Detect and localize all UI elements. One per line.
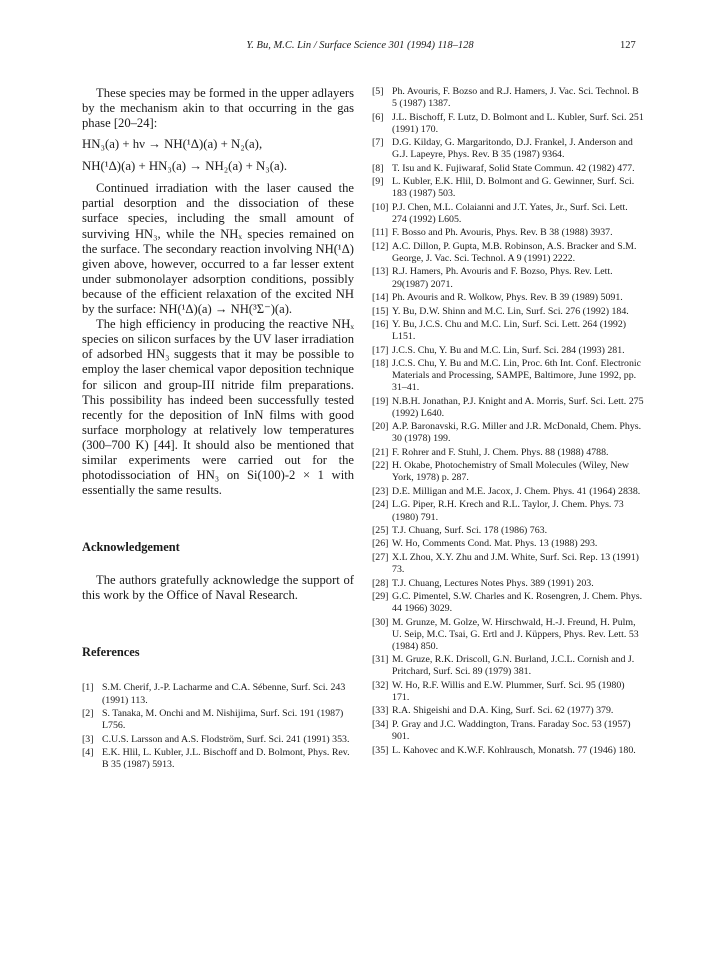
reference-entry xyxy=(372,538,644,550)
reference-number: [9] xyxy=(372,176,384,188)
reference-entry xyxy=(372,525,644,537)
reference-text: M. Gruze, R.K. Driscoll, G.N. Burland, J.C.L. Cornish and J. Pritchard, Surf. Sci. 89 (1979) 381. xyxy=(392,654,635,678)
reference-entry xyxy=(372,202,644,226)
acknowledgement-text: The authors gratefully acknowledge the support of this work by the Office of Naval Research. xyxy=(82,573,354,603)
reference-text: W. Ho, R.F. Willis and E.W. Plummer, Surf. Sci. 95 (1980) 171. xyxy=(392,679,625,703)
reference-text: F. Rohrer and F. Stuhl, J. Chem. Phys. 88 (1988) 4788. xyxy=(392,446,609,458)
reference-entry xyxy=(372,578,644,590)
reference-number: [23] xyxy=(372,485,389,497)
reference-number: [8] xyxy=(372,162,384,174)
reference-entry xyxy=(82,682,354,706)
reference-text: N.B.H. Jonathan, P.J. Knight and A. Morris, Surf. Sci. Lett. 275 (1992) L640. xyxy=(392,395,644,419)
equation-1: HN₃(a) + hν → NH(¹Δ)(a) + N₂(a), xyxy=(82,137,263,152)
right-column xyxy=(372,86,644,758)
reference-number: [13] xyxy=(372,266,389,278)
journal-citation: Y. Bu, M.C. Lin / Surface Science 301 (1994) 118–128 xyxy=(246,40,474,51)
reference-text: L.G. Piper, R.H. Krech and R.L. Taylor, J. Chem. Phys. 73 (1980) 791. xyxy=(392,499,624,523)
reference-text: H. Okabe, Photochemistry of Small Molecules (Wiley, New York, 1978) p. 287. xyxy=(392,460,630,484)
reference-text: Y. Bu, J.C.S. Chu and M.C. Lin, Surf. Sci. Lett. 264 (1992) L151. xyxy=(392,318,627,343)
reference-number: [24] xyxy=(372,499,389,511)
reference-entry xyxy=(372,719,644,743)
reference-text: S. Tanaka, M. Onchi and M. Nishijima, Surf. Sci. 191 (1987) L756. xyxy=(102,708,344,732)
reference-entry xyxy=(82,708,354,732)
acknowledgement-heading: Acknowledgement xyxy=(82,540,180,555)
reference-number: [10] xyxy=(372,201,389,213)
reference-text: S.M. Cherif, J.-P. Lacharme and C.A. Sébenne, Surf. Sci. 243 (1991) 113. xyxy=(102,682,346,706)
reference-text: A.C. Dillon, P. Gupta, M.B. Robinson, A.S. Bracker and S.M. George, J. Vac. Sci. Technol. A 9 (1991) 2222. xyxy=(392,240,637,264)
reference-text: G.C. Pimentel, S.W. Charles and K. Rosengren, J. Chem. Phys. 44 1966) 3029. xyxy=(392,591,643,615)
reference-number: [17] xyxy=(372,344,389,356)
running-header xyxy=(0,40,720,56)
reference-text: F. Bosso and Ph. Avouris, Phys. Rev. B 38 (1988) 3937. xyxy=(392,227,613,239)
reference-number: [2] xyxy=(82,708,94,720)
reference-text: D.E. Milligan and M.E. Jacox, J. Chem. Phys. 41 (1964) 2838. xyxy=(392,485,641,497)
reference-number: [3] xyxy=(82,733,94,745)
reference-number: [16] xyxy=(372,318,389,330)
reference-number: [33] xyxy=(372,705,389,717)
reference-text: E.K. Hlil, L. Kubler, J.L. Bischoff and D. Bolmont, Phys. Rev. B 35 (1987) 5913. xyxy=(102,747,350,771)
reference-entry xyxy=(372,319,644,343)
reference-list-right xyxy=(372,86,644,757)
reference-number: [34] xyxy=(372,718,389,730)
reference-entry xyxy=(372,552,644,576)
reference-text: R.A. Shigeishi and D.A. King, Surf. Sci. 62 (1977) 379. xyxy=(392,705,614,717)
reference-text: T.J. Chuang, Surf. Sci. 178 (1986) 763. xyxy=(392,525,548,536)
reference-number: [21] xyxy=(372,446,389,458)
left-column xyxy=(82,86,354,773)
reference-number: [22] xyxy=(372,460,389,472)
reference-text: L. Kubler, E.K. Hlil, D. Bolmont and G. Gewinner, Surf. Sci. 183 (1987) 503. xyxy=(392,176,635,200)
page-number: 127 xyxy=(620,40,636,51)
paragraph-continued-irradiation: Continued irradiation with the laser caused the partial desorption and the dissociation of these surface species, including the small amount of surviving HN₃, while the NHₓ species remained on the surface. The secondary reaction involving NH(¹Δ) given above, however, occurred to a far lesser extent under submonolayer adsorption conditions, possibly because of the efficient relaxation of the excited NH by the surface: NH(¹Δ)(a) → NH(³Σ⁻)(a). xyxy=(82,181,354,317)
reference-entry xyxy=(372,112,644,136)
reference-entry xyxy=(372,486,644,498)
reference-entry xyxy=(372,680,644,704)
reference-number: [4] xyxy=(82,747,94,759)
reference-entry xyxy=(372,176,644,200)
reference-number: [27] xyxy=(372,551,389,563)
reference-text: W. Ho, Comments Cond. Mat. Phys. 13 (1988) 293. xyxy=(392,538,598,550)
reference-entry xyxy=(372,227,644,239)
reference-entry xyxy=(372,447,644,459)
paragraph-high-efficiency: The high efficiency in producing the reactive NHₓ species on silicon surfaces by the UV laser irradiation of adsorbed HN₃ suggests that it may be possible to employ the laser chemical vapor deposition technique for silicon and group-III nitride film preparations. This possibility has indeed been successfully tested recently for the deposition of InN films with good surface morphology at relatively low temperatures (300–700 K) [44]. It should also be mentioned that similar experiments were carried out for the photodissociation of HN₃ on Si(100)-2 × 1 with essentially the same results. xyxy=(82,317,354,498)
reference-number: [12] xyxy=(372,240,389,252)
reference-number: [35] xyxy=(372,744,389,756)
reference-entry xyxy=(372,499,644,523)
reference-text: T. Isu and K. Fujiwaraf, Solid State Commun. 42 (1982) 477. xyxy=(392,162,635,174)
reference-number: [6] xyxy=(372,111,384,123)
reference-text: C.U.S. Larsson and A.S. Flodström, Surf. Sci. 241 (1991) 353. xyxy=(102,733,350,745)
reference-entry xyxy=(372,137,644,161)
reference-entry xyxy=(372,292,644,304)
reference-entry xyxy=(372,163,644,175)
reference-text: R.J. Hamers, Ph. Avouris and F. Bozso, Phys. Rev. Lett. 29(1987) 2071. xyxy=(392,266,613,290)
reference-text: P.J. Chen, M.L. Colaianni and J.T. Yates, Jr., Surf. Sci. Lett. 274 (1992) L605. xyxy=(392,201,628,225)
reference-entry xyxy=(372,654,644,678)
reference-number: [31] xyxy=(372,654,389,666)
reference-list-left xyxy=(82,682,354,771)
reference-number: [1] xyxy=(82,682,94,694)
reference-entry xyxy=(372,345,644,357)
reference-text: J.C.S. Chu, Y. Bu and M.C. Lin, Proc. 6th Int. Conf. Electronic Materials and Processing, SAMPE, Baltimore, June 1992, pp. 31–41. xyxy=(392,358,642,394)
reference-text: J.L. Bischoff, F. Lutz, D. Bolmont and L. Kubler, Surf. Sci. 251 (1991) 170. xyxy=(392,111,644,135)
reference-entry xyxy=(82,734,354,746)
equation-2: NH(¹Δ)(a) + HN₃(a) → NH₂(a) + N₃(a). xyxy=(82,159,288,174)
reference-entry xyxy=(372,591,644,615)
reference-number: [30] xyxy=(372,616,389,628)
reference-number: [18] xyxy=(372,358,389,370)
reference-text: D.G. Kilday, G. Margaritondo, D.J. Frankel, J. Anderson and G.J. Lapeyre, Phys. Rev. B 35 (1987) 9364. xyxy=(392,137,633,161)
reference-text: Ph. Avouris and R. Wolkow, Phys. Rev. B 39 (1989) 5091. xyxy=(392,292,623,304)
paragraph-formation-mechanism: These species may be formed in the upper adlayers by the mechanism akin to that occurring in the gas phase [20–24]: xyxy=(82,86,354,131)
reference-entry xyxy=(372,617,644,653)
reference-number: [11] xyxy=(372,227,389,239)
reference-text: P. Gray and J.C. Waddington, Trans. Faraday Soc. 53 (1957) 901. xyxy=(392,718,631,743)
reference-number: [26] xyxy=(372,538,389,550)
reference-text: J.C.S. Chu, Y. Bu and M.C. Lin, Surf. Sci. 284 (1993) 281. xyxy=(392,344,625,356)
reference-number: [20] xyxy=(372,421,389,433)
reference-number: [32] xyxy=(372,679,389,691)
reference-text: M. Grunze, M. Golze, W. Hirschwald, H.-J. Freund, H. Pulm, U. Seip, M.C. Tsai, G. Ertl and J. Küppers, Phys. Rev. Lett. 53 (1984) 850. xyxy=(392,616,639,652)
reference-number: [25] xyxy=(372,525,389,536)
reference-entry xyxy=(372,745,644,757)
reference-text: T.J. Chuang, Lectures Notes Phys. 389 (1991) 203. xyxy=(392,577,594,589)
reference-number: [14] xyxy=(372,292,389,304)
reference-number: [28] xyxy=(372,577,389,589)
reference-entry xyxy=(372,396,644,420)
reference-text: X.L Zhou, X.Y. Zhu and J.M. White, Surf. Sci. Rep. 13 (1991) 73. xyxy=(392,551,639,576)
reference-entry xyxy=(372,705,644,717)
reference-entry xyxy=(372,266,644,290)
reference-entry xyxy=(372,86,644,110)
reference-entry xyxy=(372,421,644,445)
reference-entry xyxy=(82,747,354,771)
reference-entry xyxy=(372,241,644,265)
reference-number: [15] xyxy=(372,305,389,317)
reference-number: [19] xyxy=(372,395,389,407)
reference-number: [5] xyxy=(372,86,384,97)
reference-text: L. Kahovec and K.W.F. Kohlrausch, Monatsh. 77 (1946) 180. xyxy=(392,744,636,756)
references-heading: References xyxy=(82,645,140,660)
reference-text: A.P. Baronavski, R.G. Miller and J.R. McDonald, Chem. Phys. 30 (1978) 199. xyxy=(392,421,642,445)
reference-text: Ph. Avouris, F. Bozso and R.J. Hamers, J. Vac. Sci. Technol. B 5 (1987) 1387. xyxy=(392,86,639,110)
reference-text: Y. Bu, D.W. Shinn and M.C. Lin, Surf. Sci. 276 (1992) 184. xyxy=(392,305,629,317)
reference-number: [7] xyxy=(372,137,384,149)
reference-entry xyxy=(372,460,644,484)
reference-entry xyxy=(372,306,644,318)
reference-number: [29] xyxy=(372,591,389,603)
reference-entry xyxy=(372,358,644,394)
